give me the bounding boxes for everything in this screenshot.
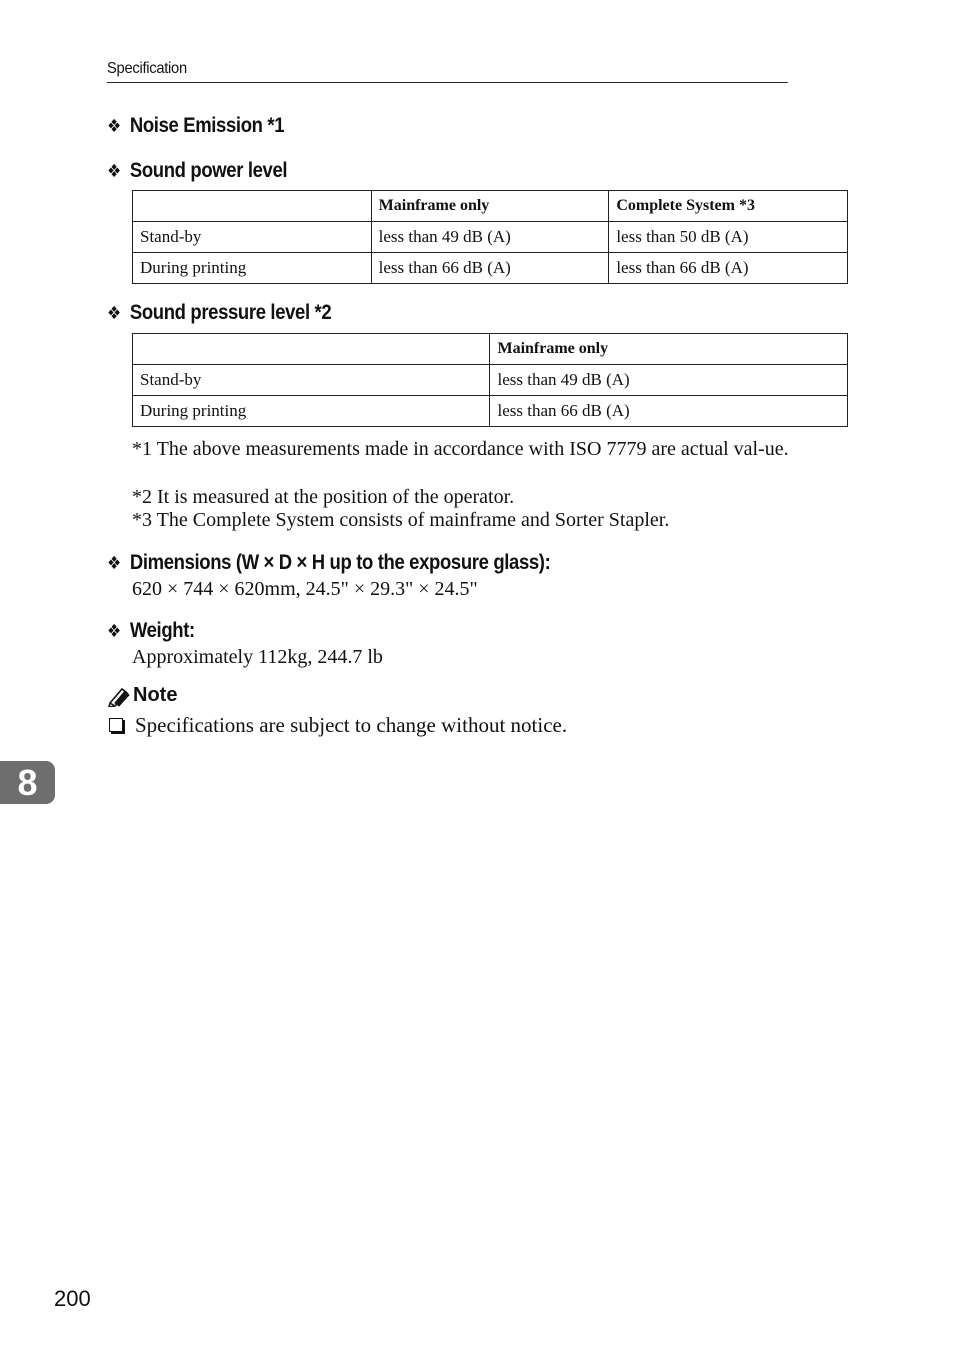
note-item-text: Specifications are subject to change without notice. xyxy=(135,713,568,737)
checkbox-bullet-icon xyxy=(109,718,123,732)
footnote-text: *1 The above measurements made in accordance with ISO 7779 are actual val-ue. xyxy=(132,438,789,460)
dimensions-title: Dimensions (W × D × H up to the exposure glass): xyxy=(129,551,551,574)
table-header-cell xyxy=(133,191,372,222)
table-header-cell xyxy=(133,334,490,365)
weight-title: Weight: xyxy=(129,619,195,642)
table-header-cell: Mainframe only xyxy=(490,334,848,365)
footnote-text: *2 It is measured at the position of the operator. xyxy=(132,486,515,508)
weight-heading xyxy=(107,619,195,643)
table-cell: less than 49 dB (A) xyxy=(490,365,848,396)
table-header-row xyxy=(133,334,848,365)
table-cell: During printing xyxy=(133,253,372,284)
table-row xyxy=(133,222,848,253)
weight-value: Approximately 112kg, 244.7 lb xyxy=(132,646,383,668)
note-heading xyxy=(107,684,177,707)
chapter-number: 8 xyxy=(17,761,38,803)
table-cell: Stand-by xyxy=(133,222,372,253)
table-cell: less than 49 dB (A) xyxy=(371,222,609,253)
table-header-cell: Complete System *3 xyxy=(609,191,848,222)
running-header xyxy=(107,60,788,83)
diamond-bullet-icon: ❖ xyxy=(107,116,121,136)
footnote-2 xyxy=(132,485,848,509)
table-cell: During printing xyxy=(133,396,490,427)
running-header-title: Specification xyxy=(107,60,187,77)
footnote-3 xyxy=(132,508,848,532)
sound-power-table xyxy=(132,190,848,284)
table-header-row xyxy=(133,191,848,222)
table-row xyxy=(133,365,848,396)
sound-pressure-heading xyxy=(107,301,331,325)
sound-pressure-title: Sound pressure level *2 xyxy=(129,301,332,324)
page-number: 200 xyxy=(54,1286,91,1311)
noise-emission-heading xyxy=(107,114,284,138)
table-row xyxy=(133,396,848,427)
footnote-1 xyxy=(132,437,848,461)
chapter-tab xyxy=(0,761,55,804)
note-title: Note xyxy=(133,684,178,706)
pencil-icon xyxy=(107,685,131,707)
sound-power-heading xyxy=(107,159,287,183)
table-cell: Stand-by xyxy=(133,365,490,396)
note-item xyxy=(107,712,567,738)
footnote-text: *3 The Complete System consists of mainframe and Sorter Stapler. xyxy=(132,509,670,531)
dimensions-value: 620 × 744 × 620mm, 24.5" × 29.3" × 24.5" xyxy=(132,578,478,600)
table-cell: less than 50 dB (A) xyxy=(609,222,848,253)
noise-emission-title: Noise Emission *1 xyxy=(129,114,285,137)
table-row xyxy=(133,253,848,284)
dimensions-heading xyxy=(107,551,550,575)
sound-power-title: Sound power level xyxy=(129,159,288,182)
sound-pressure-table xyxy=(132,333,848,427)
table-cell: less than 66 dB (A) xyxy=(371,253,609,284)
diamond-bullet-icon: ❖ xyxy=(107,553,121,573)
table-cell: less than 66 dB (A) xyxy=(609,253,848,284)
diamond-bullet-icon: ❖ xyxy=(107,161,121,181)
diamond-bullet-icon: ❖ xyxy=(107,621,121,641)
diamond-bullet-icon: ❖ xyxy=(107,303,121,323)
table-header-cell: Mainframe only xyxy=(371,191,609,222)
table-cell: less than 66 dB (A) xyxy=(490,396,848,427)
